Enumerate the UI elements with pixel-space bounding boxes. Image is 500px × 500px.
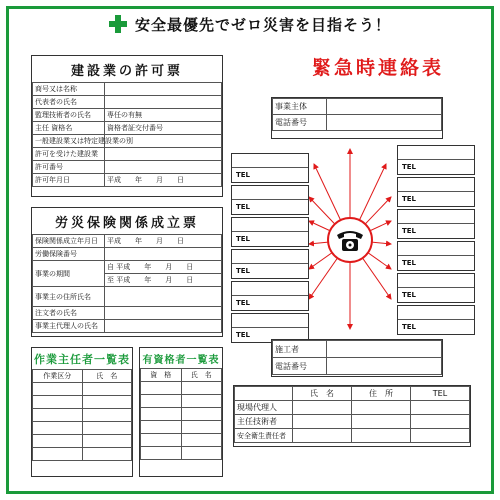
table-row: 事業主体 bbox=[273, 99, 442, 115]
tel-box: TEL bbox=[231, 185, 309, 215]
contractor-box bbox=[271, 339, 443, 377]
table-row: 一般建設業又は特定建設業の別 bbox=[33, 135, 222, 148]
table-row: 作業区分 氏 名 bbox=[33, 370, 132, 383]
insurance-title: 労災保険関係成立票 bbox=[54, 216, 199, 231]
permit-title: 建設業の許可票 bbox=[70, 64, 183, 79]
emergency-title: 緊急時連絡表 bbox=[311, 57, 444, 79]
telephone-icon bbox=[327, 217, 373, 263]
tel-box: TEL bbox=[397, 209, 475, 239]
tel-box: TEL bbox=[231, 249, 309, 279]
table-row: 施工者 bbox=[273, 341, 442, 358]
table-row: 資 格 氏 名 bbox=[141, 369, 222, 382]
business-owner-box bbox=[271, 97, 443, 139]
tel-box: TEL bbox=[231, 153, 309, 183]
table-row: 事業主の住所氏名 bbox=[33, 287, 222, 307]
safety-board bbox=[6, 6, 494, 494]
table-row: 許可番号 bbox=[33, 161, 222, 174]
table-row: 事業の期間 自 平成 年 月 日 bbox=[33, 261, 222, 274]
safety-slogan: 安全最優先でゼロ災害を目指そう！ bbox=[134, 15, 391, 34]
table-row: 監理技術者の氏名 専任の有無 bbox=[33, 109, 222, 122]
tel-box: TEL bbox=[397, 145, 475, 175]
tel-box: TEL bbox=[231, 281, 309, 311]
table-row: 許可を受けた建設業 bbox=[33, 148, 222, 161]
tel-box: TEL bbox=[231, 313, 309, 343]
site-staff-box bbox=[233, 385, 471, 447]
table-row: 電話番号 bbox=[273, 115, 442, 131]
table-row: 至 平成 年 月 日 bbox=[33, 274, 222, 287]
table-row: 安全衛生責任者 bbox=[235, 429, 470, 443]
table-row: 許可年月日 平成 年 月 日 bbox=[33, 174, 222, 187]
tel-box: TEL bbox=[397, 273, 475, 303]
table-row: 労働保険番号 bbox=[33, 248, 222, 261]
qualified-title: 有資格者一覧表 bbox=[142, 355, 220, 366]
table-row: 主任技術者 bbox=[235, 415, 470, 429]
table-row: 電話番号 bbox=[273, 358, 442, 375]
table-row: 主任 資格名 資格者証交付番号 bbox=[33, 122, 222, 135]
table-row: 商号又は名称 bbox=[33, 83, 222, 96]
table-row: 注文者の氏名 bbox=[33, 307, 222, 320]
table-row: 代表者の氏名 bbox=[33, 96, 222, 109]
foreman-title: 作業主任者一覧表 bbox=[34, 353, 130, 366]
tel-box: TEL bbox=[397, 177, 475, 207]
tel-box: TEL bbox=[231, 217, 309, 247]
table-row: 現場代理人 bbox=[235, 401, 470, 415]
tel-box: TEL bbox=[397, 241, 475, 271]
tel-box: TEL bbox=[397, 305, 475, 335]
table-row: 事業主代理人の氏名 bbox=[33, 320, 222, 333]
table-row: 保険関係成立年月日 平成 年 月 日 bbox=[33, 235, 222, 248]
table-row: 氏 名 住 所 TEL bbox=[235, 387, 470, 401]
